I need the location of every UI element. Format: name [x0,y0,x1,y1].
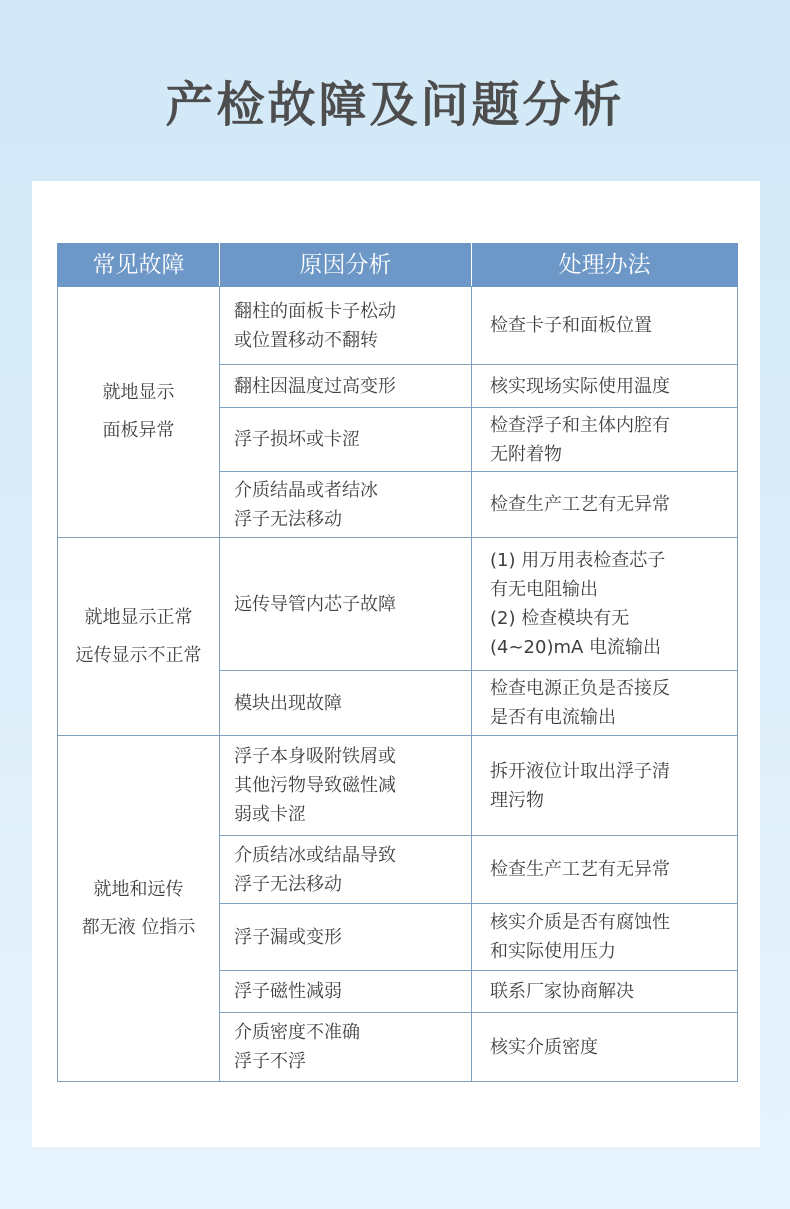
table-row [58,538,738,671]
header-fault: 常见故障 [58,244,220,287]
solution-cell: 检查生产工艺有无异常 [472,472,738,538]
cause-cell: 模块出现故障 [220,671,472,736]
solution-cell: 检查电源正负是否接反 是否有电流输出 [472,671,738,736]
solution-cell: 联系厂家协商解决 [472,971,738,1013]
cause-cell: 浮子磁性减弱 [220,971,472,1013]
solution-cell: (1) 用万用表检查芯子 有无电阻输出 (2) 检查模块有无 (4~20)mA 电流输出 [472,538,738,671]
cause-cell: 介质结冰或结晶导致 浮子无法移动 [220,836,472,904]
cause-cell: 浮子漏或变形 [220,904,472,971]
solution-cell: 核实现场实际使用温度 [472,365,738,408]
table-row [58,736,738,836]
cause-cell: 浮子损坏或卡涩 [220,408,472,472]
table-row [58,287,738,365]
page-title: 产检故障及问题分析 [165,77,625,133]
header-cause: 原因分析 [220,244,472,287]
fault-cell: 就地显示 面板异常 [58,287,220,538]
fault-cell: 就地和远传 都无液 位指示 [58,736,220,1082]
solution-cell: 检查浮子和主体内腔有 无附着物 [472,408,738,472]
cause-cell: 翻柱的面板卡子松动 或位置移动不翻转 [220,287,472,365]
solution-cell: 检查卡子和面板位置 [472,287,738,365]
solution-cell: 核实介质密度 [472,1013,738,1082]
table-header-row [58,244,738,287]
cause-cell: 浮子本身吸附铁屑或 其他污物导致磁性减 弱或卡涩 [220,736,472,836]
cause-cell: 介质结晶或者结冰 浮子无法移动 [220,472,472,538]
solution-cell: 检查生产工艺有无异常 [472,836,738,904]
header-solution: 处理办法 [472,244,738,287]
cause-cell: 翻柱因温度过高变形 [220,365,472,408]
fault-cell: 就地显示正常 远传显示不正常 [58,538,220,736]
fault-analysis-table [57,243,738,1082]
solution-cell: 核实介质是否有腐蚀性 和实际使用压力 [472,904,738,971]
solution-cell: 拆开液位计取出浮子清 理污物 [472,736,738,836]
cause-cell: 介质密度不准确 浮子不浮 [220,1013,472,1082]
cause-cell: 远传导管内芯子故障 [220,538,472,671]
